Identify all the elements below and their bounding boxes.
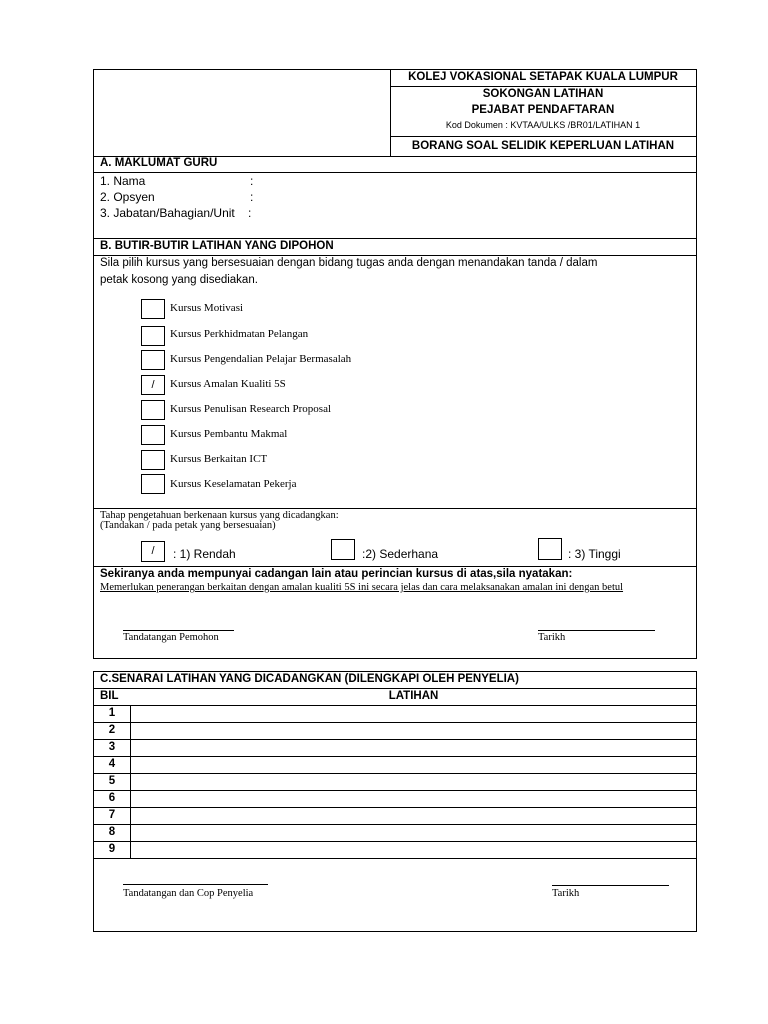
document-code: Kod Dokumen : KVTAA/ULKS /BR01/LATIHAN 1 — [445, 120, 641, 130]
section-c-title: C.SENARAI LATIHAN YANG DICADANGKAN (DILENGKAPI OLEH PENYELIA) — [100, 673, 519, 685]
field-nama-label: 1. Nama — [100, 174, 146, 188]
checkbox-kursus-ict[interactable] — [141, 450, 165, 470]
checkbox-kursus-pembantu-makmal[interactable] — [141, 425, 165, 445]
checkbox-kursus-motivasi[interactable] — [141, 299, 165, 319]
field-jabatan-label: 3. Jabatan/Bahagian/Unit — [100, 206, 235, 220]
column-bil-header: BIL — [100, 690, 119, 702]
office-name: PEJABAT PENDAFTARAN — [471, 104, 615, 116]
level-tinggi-label: : 3) Tinggi — [568, 547, 621, 561]
table-row-number: 5 — [108, 775, 116, 787]
logo-area — [93, 69, 391, 157]
table-row-number: 7 — [108, 809, 116, 821]
course-label: Kursus Penulisan Research Proposal — [170, 403, 332, 415]
supervisor-date-label: Tarikh — [552, 888, 580, 899]
level-instruction-1: Tahap pengetahuan berkenaan kursus yang dicadangkan: — [100, 510, 339, 521]
level-sederhana-label: :2) Sederhana — [362, 547, 439, 561]
checkbox-level-sederhana[interactable] — [331, 539, 355, 560]
table-row-number: 3 — [108, 741, 116, 753]
section-b-instruction-1: Sila pilih kursus yang bersesuaian dengan bidang tugas anda dengan menandakan tanda / dalam — [100, 257, 598, 269]
department-name: SOKONGAN LATIHAN — [482, 88, 604, 100]
checkbox-kursus-perkhidmatan[interactable] — [141, 326, 165, 346]
column-latihan-header: LATIHAN — [388, 690, 439, 702]
supervisor-signature-label: Tandatangan dan Cop Penyelia — [123, 888, 254, 899]
suggestion-text[interactable]: Memerlukan penerangan berkaitan dengan amalan kualiti 5S ini secara jelas dan cara melaksanakan amalan ini dengan betul — [100, 582, 624, 593]
table-row-number: 4 — [108, 758, 116, 770]
table-row-number: 8 — [108, 826, 116, 838]
checkbox-kursus-pengendalian[interactable] — [141, 350, 165, 370]
checkbox-level-tinggi[interactable] — [538, 538, 562, 560]
form-title: BORANG SOAL SELIDIK KEPERLUAN LATIHAN — [411, 140, 675, 152]
field-nama-colon: : — [250, 174, 254, 188]
applicant-date-line — [538, 630, 655, 631]
table-row-number: 2 — [108, 724, 116, 736]
suggestion-prompt: Sekiranya anda mempunyai cadangan lain atau perincian kursus di atas,sila nyatakan: — [100, 568, 573, 580]
checkbox-kursus-amalan-kualiti[interactable]: / — [141, 375, 165, 395]
supervisor-date-line — [552, 885, 669, 886]
checkbox-level-rendah[interactable]: / — [141, 541, 165, 562]
course-label: Kursus Pengendalian Pelajar Bermasalah — [170, 353, 352, 365]
applicant-date-label: Tarikh — [538, 632, 566, 643]
field-jabatan-colon: : — [248, 206, 252, 220]
course-label: Kursus Perkhidmatan Pelangan — [170, 328, 309, 340]
table-row-number: 9 — [108, 843, 116, 855]
section-b-title: B. BUTIR-BUTIR LATIHAN YANG DIPOHON — [100, 240, 334, 252]
course-label: Kursus Berkaitan ICT — [170, 453, 268, 465]
course-label: Kursus Keselamatan Pekerja — [170, 478, 297, 490]
applicant-signature-line — [123, 630, 234, 631]
table-row-number: 1 — [108, 707, 116, 719]
table-row-number: 6 — [108, 792, 116, 804]
field-opsyen-label: 2. Opsyen — [100, 190, 155, 204]
supervisor-signature-line — [123, 884, 268, 885]
checkbox-kursus-penulisan[interactable] — [141, 400, 165, 420]
course-label: Kursus Pembantu Makmal — [170, 428, 288, 440]
level-instruction-2: (Tandakan / pada petak yang bersesuaian) — [100, 520, 276, 531]
course-label: Kursus Amalan Kualiti 5S — [170, 378, 286, 390]
section-a-title: A. MAKLUMAT GURU — [100, 157, 218, 169]
applicant-signature-label: Tandatangan Pemohon — [123, 632, 219, 643]
section-b-instruction-2: petak kosong yang disediakan. — [100, 274, 258, 286]
course-label: Kursus Motivasi — [170, 302, 244, 314]
institution-name: KOLEJ VOKASIONAL SETAPAK KUALA LUMPUR — [408, 71, 678, 83]
level-rendah-label: : 1) Rendah — [173, 547, 236, 561]
checkbox-kursus-keselamatan[interactable] — [141, 474, 165, 494]
field-opsyen-colon: : — [250, 190, 254, 204]
